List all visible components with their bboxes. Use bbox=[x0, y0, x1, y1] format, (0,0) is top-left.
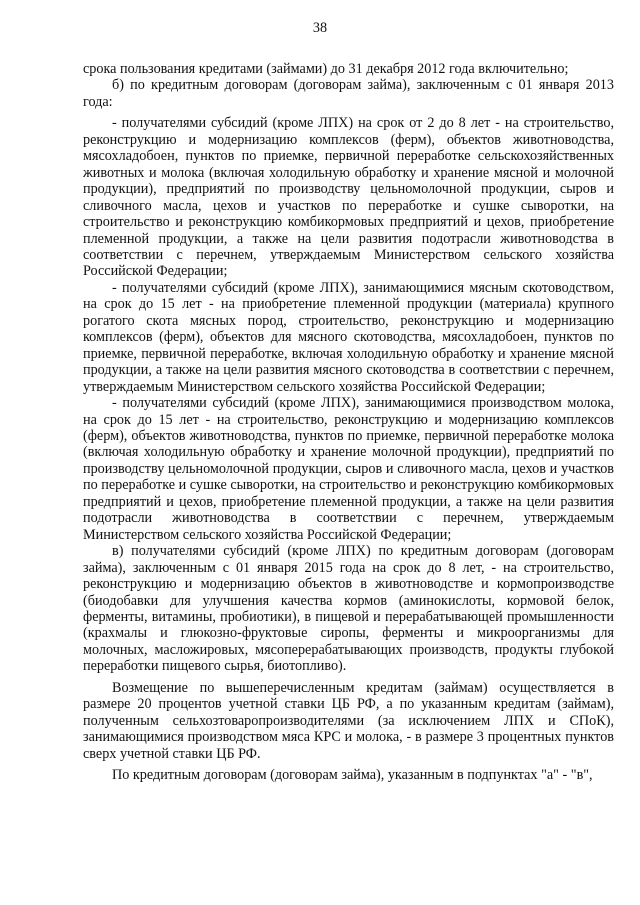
paragraph-continuation: срока пользования кредитами (займами) до 31 декабря 2012 года включительно; bbox=[83, 61, 569, 77]
paragraph-subitem-b: б) по кредитным договорам (договорам займа), заключенным с 01 января 2013 года: bbox=[83, 77, 614, 110]
paragraph-bullet-livestock: - получателями субсидий (кроме ЛПХ) на срок от 2 до 8 лет - на строительство, реконструкцию и модернизацию комплексов (ферм), объектов животноводства, мясохладобоен, пунктов по приемке, первичной переработке сельскохозяйственных животных и молока (включая холодильную обработку и хранение мясной и молочной продукции), предприятий по производству цельномолочной продукции, сыров и сливочного масла, цехов и участков по переработке и сушке сыворотки, на строительство и реконструкцию комбикормовых предприятий и цехов, приобретение племенной продукции, а также на цели развития подотрасли животноводства в соответствии с перечнем, утверждаемым Министерством сельского хозяйства Российской Федерации; bbox=[83, 115, 614, 280]
paragraph-bullet-beef-cattle: - получателями субсидий (кроме ЛПХ), занимающимися мясным скотоводством, на срок до 15 лет - на приобретение племенной продукции (материала) крупного рогатого скота мясных пород, строительство, реконструкцию и модернизацию комплексов (ферм), объектов для мясного скотоводства, мясохладобоен, пунктов по приемке, первичной переработке, включая холодильную обработку и хранение мясной продукции, а также на цели развития мясного скотоводства в соответствии с перечнем, утверждаемым Министерством сельского хозяйства Российской Федерации; bbox=[83, 279, 614, 395]
page-number: 38 bbox=[312, 20, 328, 36]
paragraph-bullet-dairy: - получателями субсидий (кроме ЛПХ), занимающимися производством молока, на срок до 15 лет - на строительство, реконструкцию и модернизацию комплексов (ферм), объектов животноводства, пунктов по приемке, первичной переработке молока (включая холодильную обработку и хранение молочной продукции), предприятий по производству цельномолочной продукции, сыров и сливочного масла, цехов и участков по переработке и сушке сыворотки, на строительство и реконструкцию комбикормовых предприятий и цехов, приобретение племенной продукции, а также на цели развития подотрасли животноводства в соответствии с перечнем, утверждаемым Министерством сельского хозяйства Российской Федерации; bbox=[83, 395, 614, 543]
paragraph-loan-agreements: По кредитным договорам (договорам займа), указанным в подпунктах "а" - "в", bbox=[112, 767, 593, 784]
document-body bbox=[83, 61, 614, 783]
paragraph-subitem-v: в) получателями субсидий (кроме ЛПХ) по кредитным договорам (договорам займа), заключенным с 01 января 2015 года на срок до 8 лет, - на строительство, реконструкцию и модернизацию объектов в животноводстве и кормопроизводстве (биодобавки для улучшения качества кормов (аминокислоты, кормовой белок, ферменты, витамины, пробиотики), в пищевой и перерабатывающей промышленности (крахмалы и глюкозно-фруктовые сиропы, ферменты и микроорганизмы для молочных, масложировых, мясоперерабатывающих производств, продукты глубокой переработки пищевого сырья, биотопливо). bbox=[83, 543, 614, 675]
paragraph-reimbursement: Возмещение по вышеперечисленным кредитам (займам) осуществляется в размере 20 процентов учетной ставки ЦБ РФ, а по указанным кредитам (займам), полученным сельхозтоваропроизводителями (за исключением ЛПХ и СПоК), занимающимися производством мяса КРС и молока, - в размере 3 процентных пунктов сверх учетной ставки ЦБ РФ. bbox=[83, 679, 614, 762]
